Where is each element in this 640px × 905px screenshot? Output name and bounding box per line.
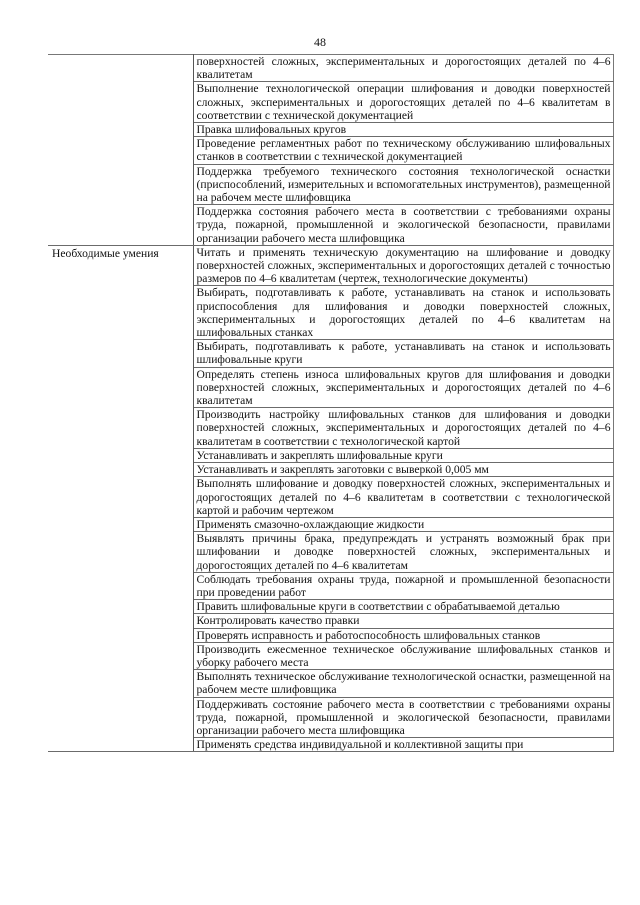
requirement-item: Производить ежесменное техническое обслуживание шлифовальных станков и уборку рабочего места (193, 642, 613, 669)
requirement-item: Выполнять шлифование и доводку поверхностей сложных, экспериментальных и дорогостоящих деталей по 4–6 квалитетам в соответствии с технологической картой и рабочим чертежом (193, 477, 613, 518)
requirement-item: Поддержка состояния рабочего места в соответствии с требованиями охраны труда, пожарной, промышленной и экологической безопасности, правилами организации рабочего места шлифовщика (193, 205, 613, 246)
table-row (48, 55, 613, 82)
requirement-item: Выполнять техническое обслуживание технологической оснастки, размещенной на рабочем месте шлифовщика (193, 670, 613, 697)
requirement-item: Поддерживать состояние рабочего места в соответствии с требованиями охраны труда, пожарной, промышленной и экологической безопасности, правилами организации рабочего места шлифовщика (193, 697, 613, 738)
requirement-item: Определять степень износа шлифовальных кругов для шлифования и доводки поверхностей сложных, экспериментальных и дорогостоящих деталей по 4–6 квалитетам (193, 367, 613, 408)
requirement-item: Выбирать, подготавливать к работе, устанавливать на станок и использовать шлифовальные круги (193, 340, 613, 367)
requirement-item: Производить настройку шлифовальных станков для шлифования и доводки поверхностей сложных, экспериментальных и дорогостоящих деталей по 4–6 квалитетам в соответствии с технологической картой (193, 408, 613, 449)
requirement-item: Проведение регламентных работ по техническому обслуживанию шлифовальных станков в соответствии с технической документацией (193, 137, 613, 164)
requirements-table-body (48, 55, 613, 752)
requirement-item: Поддержка требуемого технического состояния технологической оснастки (приспособлений, измерительных и вспомогательных инструментов), размещенной на рабочем месте шлифовщика (193, 164, 613, 205)
requirement-item: Применять средства индивидуальной и коллективной защиты при (193, 738, 613, 752)
requirement-item: Применять смазочно-охлаждающие жидкости (193, 517, 613, 531)
page-number: 48 (314, 35, 326, 49)
requirement-item: Править шлифовальные круги в соответствии с обрабатываемой деталью (193, 600, 613, 614)
section-label (48, 55, 193, 246)
requirements-table (48, 54, 614, 752)
requirement-item: Контролировать качество правки (193, 614, 613, 628)
requirement-item: поверхностей сложных, экспериментальных и дорогостоящих деталей по 4–6 квалитетам (193, 55, 613, 82)
table-row (48, 245, 613, 286)
requirement-item: Устанавливать и закреплять заготовки с выверкой 0,005 мм (193, 463, 613, 477)
requirement-item: Соблюдать требования охраны труда, пожарной и промышленной безопасности при проведении работ (193, 572, 613, 599)
requirement-item: Выявлять причины брака, предупреждать и устранять возможный брак при шлифовании и доводке поверхностей сложных, экспериментальных и дорогостоящих деталей по 4–6 квалитетам (193, 532, 613, 573)
requirement-item: Выполнение технологической операции шлифования и доводки поверхностей сложных, экспериментальных и дорогостоящих деталей по 4–6 квалитетам в соответствии с технической документацией (193, 82, 613, 123)
requirement-item: Выбирать, подготавливать к работе, устанавливать на станок и использовать приспособления для шлифования и доводки поверхностей сложных, экспериментальных и дорогостоящих деталей по 4–6 квалитетам на шлифовальных станках (193, 286, 613, 340)
requirement-item: Устанавливать и закреплять шлифовальные круги (193, 448, 613, 462)
requirement-item: Читать и применять техническую документацию на шлифование и доводку поверхностей сложных, экспериментальных и дорогостоящих деталей с точностью размеров по 4–6 квалитетам (чертеж, технологические документы) (193, 245, 613, 286)
requirement-item: Проверять исправность и работоспособность шлифовальных станков (193, 628, 613, 642)
section-label: Необходимые умения (48, 245, 193, 752)
requirement-item: Правка шлифовальных кругов (193, 123, 613, 137)
